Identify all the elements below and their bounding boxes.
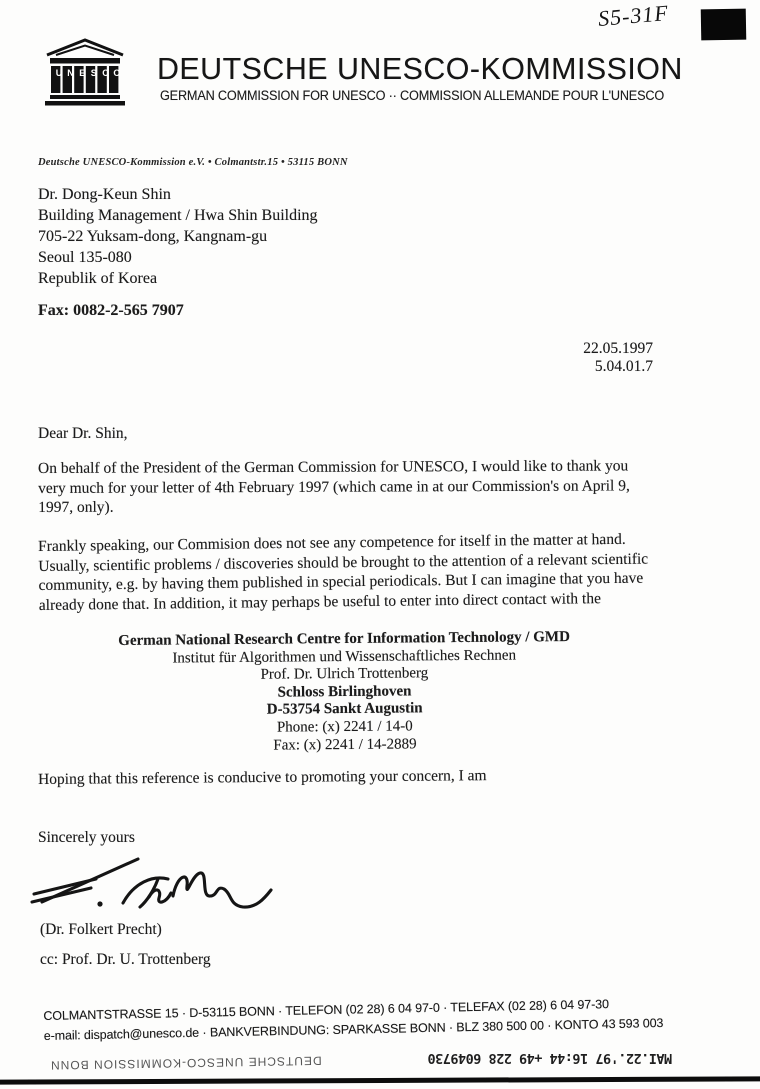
svg-text:E: E [79, 68, 86, 78]
recipient-line: Building Management / Hwa Shin Building [38, 207, 318, 224]
body-line: 1997, only). [38, 498, 114, 516]
closing-line: Hoping that this reference is conducive to promoting your concern, I am [38, 767, 487, 788]
svg-text:U: U [55, 68, 63, 78]
file-reference: 5.04.01.7 [594, 357, 653, 375]
body-line: Usually, scientific problems / discoveries should be brought to the attention of a relevant scientific [38, 550, 649, 575]
body-paragraph-1 [38, 456, 678, 517]
body-paragraph-2 [38, 529, 679, 615]
footer-bank-line: e-mail: dispatch@unesco.de · BANKVERBINDUNG: SPARKASSE BONN · BLZ 380 500 00 · KONTO 43 593 003 [43, 1016, 664, 1044]
valediction: Sincerely yours [38, 829, 135, 846]
org-subtitle: GERMAN COMMISSION FOR UNESCO ·· COMMISSION ALLEMANDE POUR L'UNESCO [160, 88, 665, 103]
body-line: very much for your letter of 4th February 1997 (which came in at our Commission's on April 9, [38, 476, 630, 497]
dateline [420, 340, 653, 375]
body-line: Frankly speaking, our Commision does not see any competence for itself in the matter at hand. [38, 530, 626, 555]
referral-phone: Phone: (x) 2241 / 14-0 [276, 718, 413, 736]
fax-imprint-timestamp: MAI.22.'97 16:44 +49 228 6049730 [428, 1050, 673, 1066]
referral-person: Prof. Dr. Ulrich Trottenberg [260, 665, 429, 683]
svg-text:C: C [102, 68, 109, 78]
body-line: On behalf of the President of the German Commission for UNESCO, I would like to thank you [38, 457, 629, 477]
letter-footer [43, 991, 744, 1046]
recipient-line: Dr. Dong-Keun Shin [38, 186, 171, 203]
body-line: community, e.g. by having them published in special periodicals. But I can imagine that you have [38, 569, 644, 594]
referral-fax: Fax: (x) 2241 / 14-2889 [273, 735, 417, 754]
sender-return-line: Deutsche UNESCO-Kommission e.V. • Colmantstr.15 • 53115 BONN [38, 157, 348, 168]
referral-city: D-53754 Sankt Augustin [266, 700, 423, 719]
body-line: already done that. In addition, it may perhaps be useful to enter into direct contact with the [38, 589, 602, 614]
signature-scribble-icon [28, 846, 296, 927]
fax-imprint-sender: DEUTSCHE UNESCO-KOMMISSION BONN [49, 1053, 322, 1073]
referral-contact-block [38, 628, 651, 756]
referral-institute: Institut für Algorithmen und Wissenschaftliches Rechnen [172, 647, 517, 667]
recipient-line: 705-22 Yuksam-dong, Kangnam-gu [38, 228, 268, 245]
letter-date: 22.05.1997 [583, 340, 653, 357]
cc-line: cc: Prof. Dr. U. Trottenberg [40, 951, 211, 968]
svg-text:O: O [113, 68, 121, 78]
svg-text:S: S [90, 68, 97, 78]
salutation: Dear Dr. Shin, [38, 425, 128, 442]
unesco-logo-icon [42, 38, 128, 111]
redaction-block [701, 9, 747, 41]
scan-edge-bar [0, 1076, 760, 1084]
referral-location: Schloss Birlinghoven [277, 683, 412, 701]
org-title: DEUTSCHE UNESCO-KOMMISSION [157, 51, 683, 86]
signer-name: (Dr. Folkert Precht) [40, 921, 162, 938]
recipient-line: Republik of Korea [38, 270, 158, 287]
recipient-address [38, 184, 318, 289]
recipient-fax-line: Fax: 0082-2-565 7907 [38, 302, 184, 319]
recipient-line: Seoul 135-080 [38, 249, 132, 266]
footer-address-line: COLMANTSTRASSE 15 · D-53115 BONN · TELEFON (02 28) 6 04 97-0 · TELEFAX (02 28) 6 04 97-30 [43, 997, 610, 1024]
svg-text:N: N [67, 68, 74, 78]
referral-org: German National Research Centre for Information Technology / GMD [118, 629, 570, 649]
handwritten-reference: S5-31F [597, 0, 670, 32]
